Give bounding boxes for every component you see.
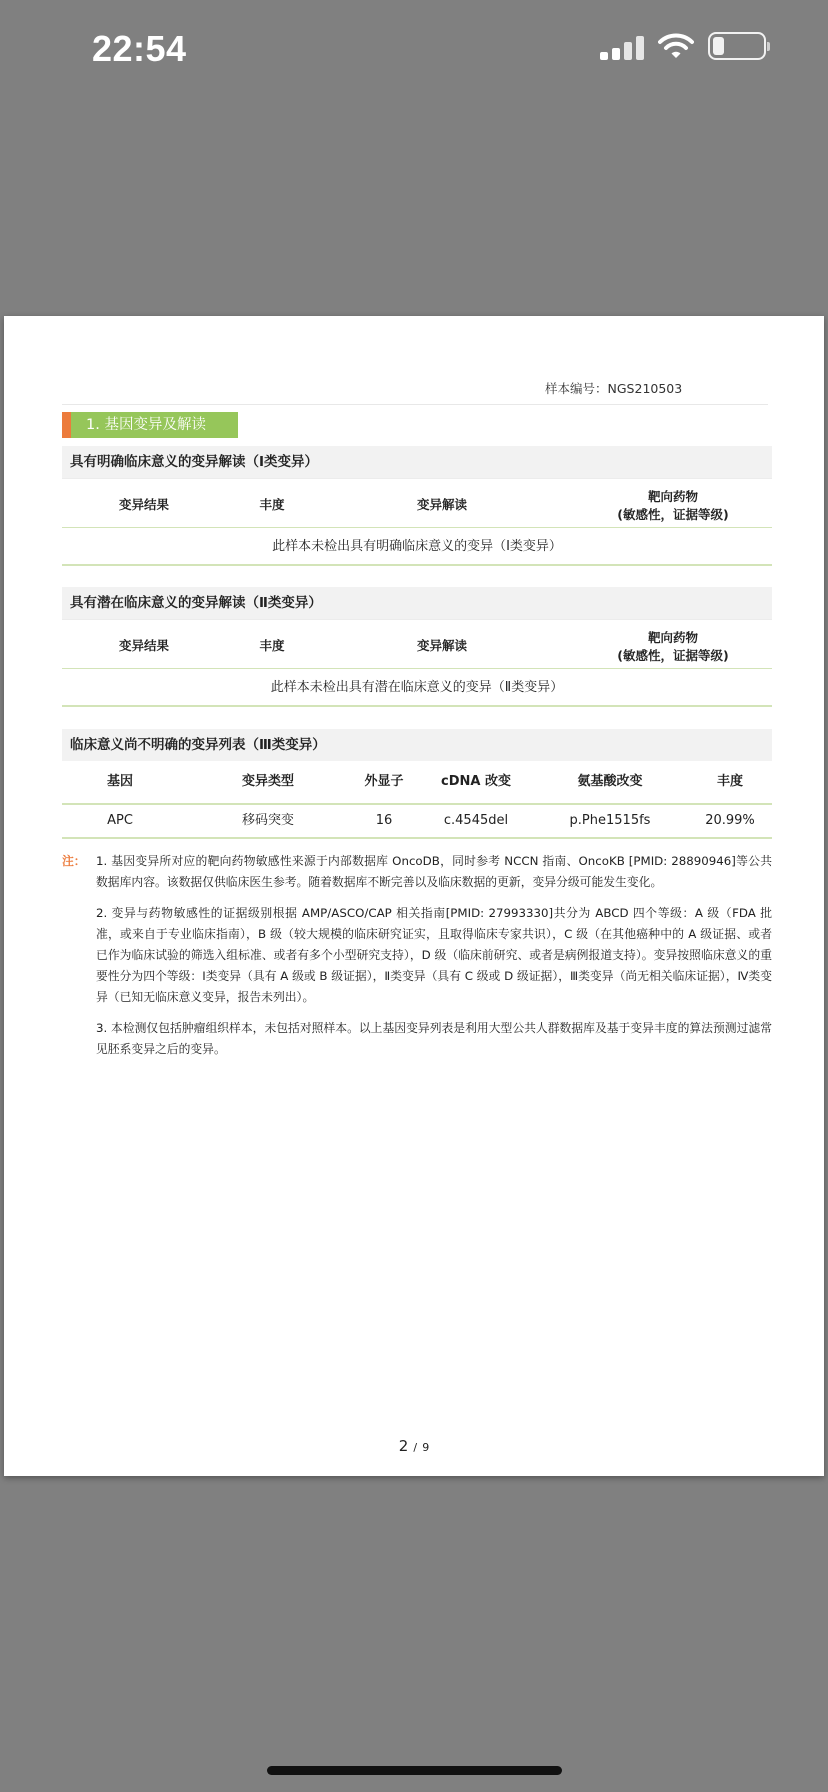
col-cdna: cDNA 改变 bbox=[441, 774, 511, 789]
col-abundance: 丰度 bbox=[259, 497, 285, 512]
notes-label: 注： bbox=[62, 854, 86, 868]
sample-label: 样本编号： bbox=[545, 381, 608, 396]
class1-block bbox=[62, 446, 772, 566]
page-indicator bbox=[4, 1436, 824, 1455]
col-gene: 基因 bbox=[106, 774, 134, 789]
note-2: 2. 变异与药物敏感性的证据级别根据 AMP/ASCO/CAP 相关指南[PMID: 27993330]共分为 ABCD 四个等级：A 级（FDA 批准，或来自于专业临床指南），B 级（较大规模的临床研究证实，且取得临床专家共识），C 级（在其他癌种中的 A 级证据、或者已作为临床试验的筛选入组标准、或者有多个小型研究支持），D 级（临床前研究、或者是病例报道支持）。变异按照临床意义的重要性分为四个等级：Ⅰ类变异（具有 A 级或 B 级证据），Ⅱ类变异（具有 C 级或 D 级证据），Ⅲ类变异（尚无相关临床证据），Ⅳ类变异（已知无临床意义变异，报告未列出）。 bbox=[96, 906, 772, 1004]
sample-id: NGS210503 bbox=[607, 381, 683, 396]
col-drugs-line1: 靶向药物 bbox=[647, 489, 698, 504]
col-result: 变异结果 bbox=[118, 638, 169, 653]
class2-empty-text: 此样本未检出具有潜在临床意义的变异（Ⅱ类变异） bbox=[62, 669, 772, 707]
home-indicator[interactable] bbox=[267, 1766, 562, 1775]
col-drugs bbox=[598, 487, 748, 523]
total-pages: 9 bbox=[422, 1441, 430, 1454]
class1-title: 具有明确临床意义的变异解读（Ⅰ类变异） bbox=[62, 446, 772, 478]
note-1: 1. 基因变异所对应的靶向药物敏感性来源于内部数据库 OncoDB，同时参考 NCCN 指南、OncoKB [PMID: 28890946]等公共数据库内容。该数据仅供临床医生参考。随着数据库不断完善以及临床数据的更新，变异分级可能发生变化。 bbox=[96, 854, 772, 889]
table-row bbox=[62, 805, 772, 839]
class2-title: 具有潜在临床意义的变异解读（Ⅱ类变异） bbox=[62, 587, 772, 619]
document-page[interactable] bbox=[4, 316, 824, 1476]
battery-icon bbox=[708, 32, 766, 60]
col-drugs-line1: 靶向药物 bbox=[647, 630, 698, 645]
section-title: 1. 基因变异及解读 bbox=[62, 412, 238, 438]
note-3: 3. 本检测仅包括肿瘤组织样本，未包括对照样本。以上基因变异列表是利用大型公共人群数据库及基于变异丰度的算法预测过滤常见胚系变异之后的变异。 bbox=[96, 1021, 772, 1056]
class3-block bbox=[62, 729, 772, 839]
cell-exon: 16 bbox=[375, 813, 393, 828]
col-variant-type: 变异类型 bbox=[241, 774, 295, 789]
col-drugs-line2: (敏感性，证据等级) bbox=[617, 507, 729, 522]
current-page: 2 bbox=[398, 1437, 409, 1455]
class2-block bbox=[62, 587, 772, 707]
class3-table-header bbox=[62, 761, 772, 805]
col-abundance: 丰度 bbox=[716, 774, 744, 789]
col-exon: 外显子 bbox=[364, 774, 404, 789]
status-icons bbox=[600, 32, 766, 60]
cell-gene: APC bbox=[107, 813, 133, 828]
cell-amino-acid: p.Phe1515fs bbox=[569, 813, 651, 828]
cellular-signal-icon bbox=[600, 32, 644, 60]
notes bbox=[62, 851, 772, 1070]
wifi-icon bbox=[658, 32, 694, 60]
col-abundance: 丰度 bbox=[259, 638, 285, 653]
col-drugs bbox=[598, 628, 748, 664]
col-drugs-line2: (敏感性，证据等级) bbox=[617, 648, 729, 663]
cell-cdna: c.4545del bbox=[443, 813, 509, 828]
class1-empty-text: 此样本未检出具有明确临床意义的变异（Ⅰ类变异） bbox=[62, 528, 772, 566]
col-result: 变异结果 bbox=[118, 497, 169, 512]
cell-abundance: 20.99% bbox=[705, 813, 755, 828]
col-interpretation: 变异解读 bbox=[416, 638, 467, 653]
header-divider bbox=[62, 404, 768, 405]
col-interpretation: 变异解读 bbox=[416, 497, 467, 512]
page-separator: / bbox=[413, 1441, 418, 1454]
class3-title: 临床意义尚不明确的变异列表（Ⅲ类变异） bbox=[62, 729, 772, 761]
class2-table-header bbox=[62, 619, 772, 669]
sample-number bbox=[545, 379, 682, 397]
col-amino-acid: 氨基酸改变 bbox=[577, 774, 643, 789]
class1-table-header bbox=[62, 478, 772, 528]
cell-variant-type: 移码突变 bbox=[241, 813, 295, 828]
status-time: 22:54 bbox=[92, 28, 187, 69]
